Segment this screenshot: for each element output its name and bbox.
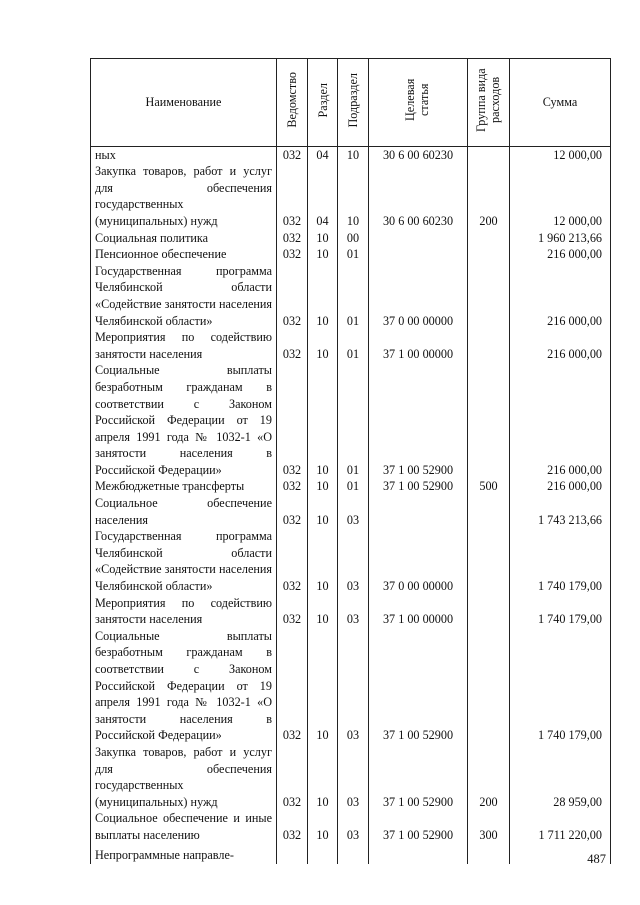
cell-razdel: 10 xyxy=(308,263,338,329)
cell-celevaya-statya: 37 0 00 00000 xyxy=(369,263,468,329)
cell-name: Социальные выплаты безработным гражданам в соответствии с Законом Российской Федерации от 19 апреля 1991 года № 1032-1 «О занятости населения в Российской Федерации» xyxy=(91,362,277,478)
table-row xyxy=(91,246,611,263)
cell-name: Социальные выплаты безработным гражданам в соответствии с Законом Российской Федерации от 19 апреля 1991 года № 1032-1 «О занятости населения в Российской Федерации» xyxy=(91,628,277,744)
table-row xyxy=(91,528,611,594)
cell-gruppa: 200 xyxy=(468,744,510,810)
cell-podrazdel: 03 xyxy=(338,595,369,628)
budget-table xyxy=(90,58,611,864)
cell-gruppa xyxy=(468,329,510,362)
cell-vedomstvo xyxy=(277,844,308,864)
cell-podrazdel: 01 xyxy=(338,246,369,263)
cell-name: Социальная политика xyxy=(91,230,277,247)
header-celevaya-statya: Целевая статья xyxy=(369,59,468,147)
cell-celevaya-statya: 37 0 00 00000 xyxy=(369,528,468,594)
cell-razdel: 10 xyxy=(308,329,338,362)
table-row xyxy=(91,628,611,744)
cell-podrazdel: 01 xyxy=(338,329,369,362)
cell-name: Закупка товаров, работ и услуг для обеспечения государственных (муниципальных) нужд xyxy=(91,744,277,810)
cell-podrazdel: 00 xyxy=(338,230,369,247)
cell-vedomstvo: 032 xyxy=(277,528,308,594)
cell-vedomstvo: 032 xyxy=(277,478,308,495)
cell-gruppa xyxy=(468,495,510,528)
table-row xyxy=(91,329,611,362)
cell-summa: 12 000,00 xyxy=(510,163,611,229)
cell-name: Непрограммные направле- xyxy=(91,844,277,864)
cell-razdel xyxy=(308,844,338,864)
cell-summa: 216 000,00 xyxy=(510,329,611,362)
cell-vedomstvo: 032 xyxy=(277,163,308,229)
cell-celevaya-statya xyxy=(369,495,468,528)
table-body xyxy=(91,146,611,863)
cell-name: Социальное обеспечение населения xyxy=(91,495,277,528)
cell-summa: 1 960 213,66 xyxy=(510,230,611,247)
table-row xyxy=(91,810,611,843)
cell-gruppa xyxy=(468,146,510,163)
cell-celevaya-statya: 37 1 00 52900 xyxy=(369,810,468,843)
cell-summa: 216 000,00 xyxy=(510,246,611,263)
table-row xyxy=(91,146,611,163)
table-row xyxy=(91,844,611,864)
cell-razdel: 10 xyxy=(308,810,338,843)
table-row xyxy=(91,362,611,478)
cell-razdel: 10 xyxy=(308,744,338,810)
cell-podrazdel: 01 xyxy=(338,362,369,478)
cell-summa: 216 000,00 xyxy=(510,362,611,478)
cell-gruppa xyxy=(468,246,510,263)
cell-vedomstvo: 032 xyxy=(277,246,308,263)
cell-name: Межбюджетные трансферты xyxy=(91,478,277,495)
table-row xyxy=(91,163,611,229)
cell-vedomstvo: 032 xyxy=(277,628,308,744)
cell-razdel: 10 xyxy=(308,595,338,628)
cell-celevaya-statya: 37 1 00 00000 xyxy=(369,595,468,628)
cell-summa: 216 000,00 xyxy=(510,263,611,329)
cell-celevaya-statya xyxy=(369,844,468,864)
page-number: 487 xyxy=(587,852,606,866)
cell-name: Мероприятия по содействию занятости населения xyxy=(91,329,277,362)
cell-celevaya-statya: 37 1 00 00000 xyxy=(369,329,468,362)
cell-razdel: 10 xyxy=(308,495,338,528)
cell-razdel: 10 xyxy=(308,628,338,744)
cell-celevaya-statya: 30 6 00 60230 xyxy=(369,146,468,163)
cell-summa: 1 743 213,66 xyxy=(510,495,611,528)
cell-summa: 12 000,00 xyxy=(510,146,611,163)
header-vedomstvo: Ведомство xyxy=(277,59,308,147)
cell-gruppa xyxy=(468,844,510,864)
table-row xyxy=(91,495,611,528)
cell-gruppa xyxy=(468,263,510,329)
cell-name: Государственная программа Челябинской области «Содействие занятости населения Челябинской области» xyxy=(91,263,277,329)
cell-vedomstvo: 032 xyxy=(277,146,308,163)
table-row xyxy=(91,263,611,329)
cell-podrazdel: 03 xyxy=(338,744,369,810)
cell-razdel: 04 xyxy=(308,146,338,163)
cell-podrazdel: 03 xyxy=(338,810,369,843)
cell-summa: 28 959,00 xyxy=(510,744,611,810)
cell-gruppa: 200 xyxy=(468,163,510,229)
table-row xyxy=(91,595,611,628)
header-razdel: Раздел xyxy=(308,59,338,147)
cell-vedomstvo: 032 xyxy=(277,362,308,478)
cell-razdel: 10 xyxy=(308,362,338,478)
cell-celevaya-statya xyxy=(369,246,468,263)
cell-podrazdel: 03 xyxy=(338,528,369,594)
cell-celevaya-statya xyxy=(369,230,468,247)
header-summa: Сумма xyxy=(510,59,611,147)
cell-razdel: 10 xyxy=(308,230,338,247)
cell-vedomstvo: 032 xyxy=(277,329,308,362)
cell-celevaya-statya: 37 1 00 52900 xyxy=(369,478,468,495)
cell-razdel: 04 xyxy=(308,163,338,229)
cell-celevaya-statya: 37 1 00 52900 xyxy=(369,744,468,810)
cell-podrazdel: 03 xyxy=(338,495,369,528)
header-name: Наименование xyxy=(91,59,277,147)
cell-celevaya-statya: 30 6 00 60230 xyxy=(369,163,468,229)
cell-podrazdel: 03 xyxy=(338,628,369,744)
cell-name: ных xyxy=(91,146,277,163)
cell-vedomstvo: 032 xyxy=(277,744,308,810)
cell-summa: 1 740 179,00 xyxy=(510,528,611,594)
cell-gruppa: 500 xyxy=(468,478,510,495)
cell-gruppa: 300 xyxy=(468,810,510,843)
cell-vedomstvo: 032 xyxy=(277,263,308,329)
cell-gruppa xyxy=(468,595,510,628)
cell-podrazdel: 10 xyxy=(338,146,369,163)
cell-podrazdel xyxy=(338,844,369,864)
cell-summa: 1 740 179,00 xyxy=(510,628,611,744)
table-row xyxy=(91,230,611,247)
cell-gruppa xyxy=(468,230,510,247)
table-row xyxy=(91,744,611,810)
cell-summa: 1 740 179,00 xyxy=(510,595,611,628)
cell-celevaya-statya: 37 1 00 52900 xyxy=(369,628,468,744)
table-row xyxy=(91,478,611,495)
cell-name: Пенсионное обеспечение xyxy=(91,246,277,263)
header-gruppa-vida-rashodov: Группа вида расходов xyxy=(468,59,510,147)
cell-name: Мероприятия по содействию занятости населения xyxy=(91,595,277,628)
cell-summa: 1 711 220,00 xyxy=(510,810,611,843)
cell-summa: 216 000,00 xyxy=(510,478,611,495)
cell-podrazdel: 01 xyxy=(338,263,369,329)
cell-vedomstvo: 032 xyxy=(277,810,308,843)
cell-vedomstvo: 032 xyxy=(277,230,308,247)
cell-podrazdel: 10 xyxy=(338,163,369,229)
cell-razdel: 10 xyxy=(308,528,338,594)
cell-vedomstvo: 032 xyxy=(277,495,308,528)
cell-name: Закупка товаров, работ и услуг для обеспечения государственных (муниципальных) нужд xyxy=(91,163,277,229)
header-podrazdel: Подраздел xyxy=(338,59,369,147)
cell-razdel: 10 xyxy=(308,246,338,263)
cell-name: Социальное обеспечение и иные выплаты населению xyxy=(91,810,277,843)
cell-gruppa xyxy=(468,362,510,478)
cell-vedomstvo: 032 xyxy=(277,595,308,628)
cell-celevaya-statya: 37 1 00 52900 xyxy=(369,362,468,478)
cell-razdel: 10 xyxy=(308,478,338,495)
cell-podrazdel: 01 xyxy=(338,478,369,495)
cell-name: Государственная программа Челябинской области «Содействие занятости населения Челябинской области» xyxy=(91,528,277,594)
cell-gruppa xyxy=(468,628,510,744)
cell-gruppa xyxy=(468,528,510,594)
table-header-row xyxy=(91,59,611,147)
